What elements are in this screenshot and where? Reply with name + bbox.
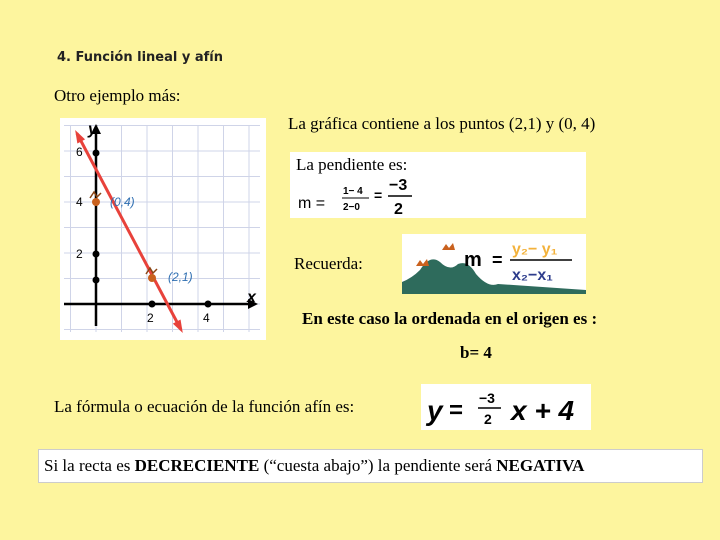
equation-box [421, 384, 591, 430]
slope-result-den: 2 [394, 201, 403, 218]
recall-numerator: y₂− y₁ [512, 241, 558, 258]
x-tick-dot [149, 301, 156, 308]
y-tick-label: 4 [76, 195, 83, 209]
y-tick-dot [93, 150, 100, 157]
note-text [44, 456, 584, 476]
equation-formula [421, 384, 591, 430]
note-box [38, 449, 703, 483]
line-graph [60, 118, 266, 340]
slope-label: La pendiente es: [296, 155, 408, 174]
y-tick-label: 6 [76, 145, 83, 159]
origin-text: En este caso la ordenada en el origen es : [302, 309, 598, 328]
point-a-marker [90, 192, 101, 206]
note-emphasis: NEGATIVA [496, 456, 585, 475]
x-tick-label: 4 [203, 311, 210, 325]
slope-box [290, 152, 586, 218]
eq-equals: = [449, 397, 464, 424]
eq-rest: x + 4 [511, 395, 575, 426]
recall-denominator: x₂−x₁ [512, 267, 553, 284]
slope-formula [290, 152, 586, 218]
note-emphasis: DECRECIENTE [134, 456, 260, 475]
y-axis-label: y [88, 121, 97, 138]
graph-card [60, 118, 266, 340]
x-axis-label: x [247, 289, 256, 306]
y-tick-dot [93, 277, 100, 284]
recall-label: Recuerda: [294, 254, 363, 273]
equation-label: La fórmula o ecuación de la función afín es: [54, 397, 355, 416]
eq-denominator: 2 [484, 411, 492, 427]
x-tick-dot [205, 301, 212, 308]
y-tick-label: 2 [76, 247, 83, 261]
function-line [77, 134, 181, 330]
slope-numerator: 1− 4 [343, 186, 363, 197]
recall-equals: = [492, 250, 503, 270]
line-arrow-icon [75, 130, 85, 144]
recall-m: m [464, 249, 482, 271]
point-b-marker [146, 268, 157, 282]
note-part: (“cuesta abajo”) la pendiente será [259, 456, 497, 475]
slide-title: 4. Función lineal y afín [57, 50, 224, 65]
points-text: La gráfica contiene a los puntos (2,1) y (0, 4) [288, 114, 596, 133]
line-arrow-icon [173, 320, 183, 334]
slope-m-label: m = [298, 195, 326, 212]
eq-numerator: −3 [479, 390, 495, 406]
point-a-label: (0,4) [110, 195, 135, 209]
slope-result-num: −3 [389, 177, 408, 194]
graph-grid [64, 126, 260, 333]
x-tick-label: 2 [147, 311, 154, 325]
point-b-label: (2,1) [168, 270, 193, 284]
y-tick-dot [93, 251, 100, 258]
note-part: Si la recta es [44, 456, 135, 475]
intro-text: Otro ejemplo más: [54, 86, 181, 105]
slope-equals: = [374, 187, 383, 203]
b-value: b= 4 [460, 343, 492, 362]
slope-definition [402, 234, 586, 294]
eq-y: y [427, 395, 443, 426]
slope-formula-card [402, 234, 586, 294]
slope-denominator: 2−0 [343, 202, 360, 213]
